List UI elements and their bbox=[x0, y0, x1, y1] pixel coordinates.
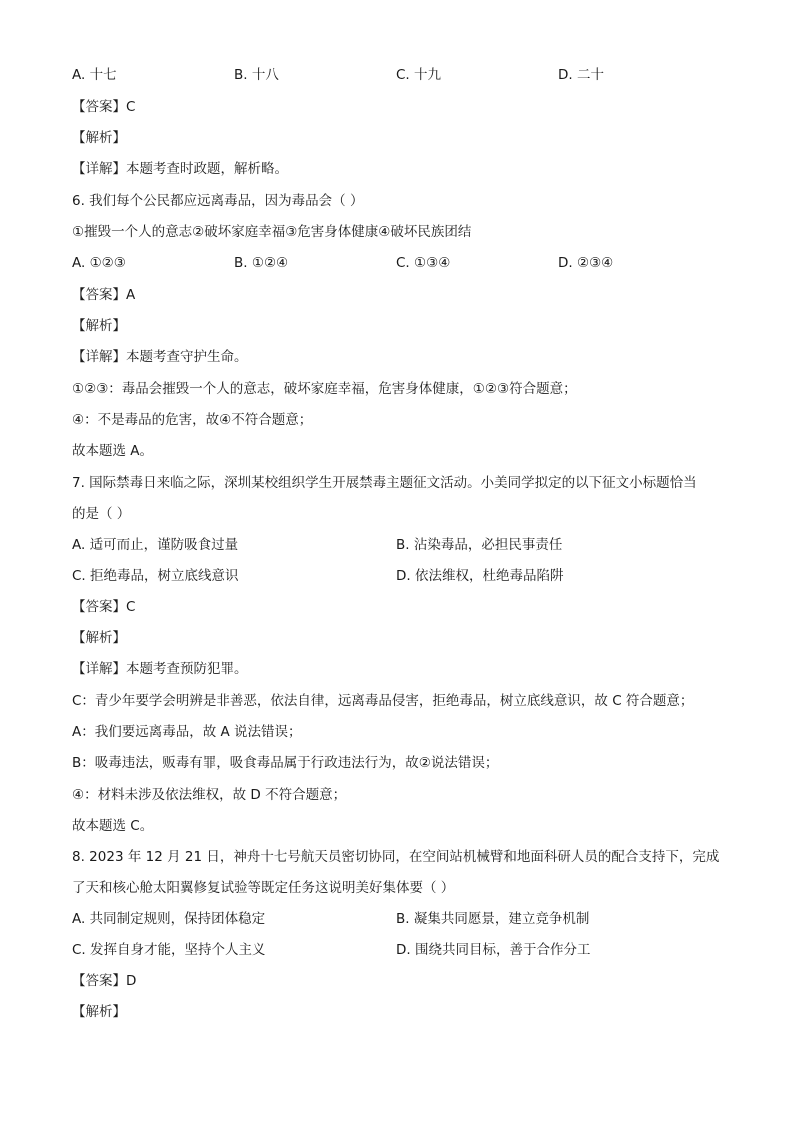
q7-detail: 【详解】本题考查预防犯罪。 bbox=[72, 661, 248, 677]
q6-detail: 【详解】本题考查守护生命。 bbox=[72, 349, 248, 365]
q6-explanation-line: ①②③：毒品会摧毁一个人的意志，破坏家庭幸福，危害身体健康，①②③符合题意； bbox=[72, 381, 577, 397]
q6-option-c: C. ①③④ bbox=[396, 255, 451, 271]
q5-option-c: C. 十九 bbox=[396, 67, 442, 83]
q8-option-a: A. 共同制定规则，保持团体稳定 bbox=[72, 911, 266, 927]
q6-stem: 6. 我们每个公民都应远离毒品，因为毒品会（ ） bbox=[72, 193, 364, 209]
q8-stem-line2: 了天和核心舱太阳翼修复试验等既定任务这说明美好集体要（ ） bbox=[72, 880, 455, 896]
q8-options-row2 bbox=[72, 941, 732, 959]
q6-answer: 【答案】A bbox=[72, 287, 136, 303]
q5-option-b: B. 十八 bbox=[234, 67, 279, 83]
q5-option-a: A. 十七 bbox=[72, 67, 117, 83]
q6-analysis-label: 【解析】 bbox=[72, 318, 126, 334]
q6-items: ①摧毁一个人的意志②破坏家庭幸福③危害身体健康④破坏民族团结 bbox=[72, 224, 472, 240]
q7-stem-line2: 的是（ ） bbox=[72, 506, 131, 522]
q6-conclusion: 故本题选 A。 bbox=[72, 443, 154, 459]
q8-option-c: C. 发挥自身才能，坚持个人主义 bbox=[72, 942, 266, 958]
q8-option-d: D. 围绕共同目标，善于合作分工 bbox=[396, 942, 591, 958]
q7-option-a: A. 适可而止，谨防吸食过量 bbox=[72, 537, 239, 553]
q7-analysis-label: 【解析】 bbox=[72, 630, 126, 646]
q8-answer: 【答案】D bbox=[72, 973, 137, 989]
q8-option-b: B. 凝集共同愿景，建立竞争机制 bbox=[396, 911, 590, 927]
q5-answer: 【答案】C bbox=[72, 99, 136, 115]
q7-explanation-line: A：我们要远离毒品，故 A 说法错误； bbox=[72, 724, 302, 740]
q5-detail: 【详解】本题考查时政题，解析略。 bbox=[72, 161, 288, 177]
q7-explanation-line: B：吸毒违法，贩毒有罪，吸食毒品属于行政违法行为，故②说法错误； bbox=[72, 755, 499, 771]
q6-option-a: A. ①②③ bbox=[72, 255, 126, 271]
q6-explanation-line: ④：不是毒品的危害，故④不符合题意； bbox=[72, 412, 313, 428]
q6-option-d: D. ②③④ bbox=[558, 255, 614, 271]
q8-analysis-label: 【解析】 bbox=[72, 1004, 126, 1020]
q7-explanation-line: C：青少年要学会明辨是非善恶，依法自律，远离毒品侵害，拒绝毒品，树立底线意识，故 C 符合题意； bbox=[72, 693, 694, 709]
q6-options bbox=[72, 254, 732, 272]
q7-option-b: B. 沾染毒品，必担民事责任 bbox=[396, 537, 563, 553]
q7-explanation-line: ④：材料未涉及依法维权，故 D 不符合题意； bbox=[72, 787, 347, 803]
q7-stem-line1: 7. 国际禁毒日来临之际，深圳某校组织学生开展禁毒主题征文活动。小美同学拟定的以下征文小标题恰当 bbox=[72, 475, 697, 491]
q7-option-c: C. 拒绝毒品，树立底线意识 bbox=[72, 568, 239, 584]
q7-options-row1 bbox=[72, 536, 732, 554]
q6-option-b: B. ①②④ bbox=[234, 255, 289, 271]
q7-conclusion: 故本题选 C。 bbox=[72, 818, 154, 834]
q5-analysis-label: 【解析】 bbox=[72, 130, 126, 146]
q5-options bbox=[72, 66, 732, 84]
q8-stem-line1: 8. 2023 年 12 月 21 日，神舟十七号航天员密切协同，在空间站机械臂和地面科研人员的配合支持下，完成 bbox=[72, 849, 720, 865]
q7-options-row2 bbox=[72, 567, 732, 585]
q5-option-d: D. 二十 bbox=[558, 67, 604, 83]
q7-option-d: D. 依法维权，杜绝毒品陷阱 bbox=[396, 568, 564, 584]
q7-answer: 【答案】C bbox=[72, 599, 136, 615]
q8-options-row1 bbox=[72, 910, 732, 928]
